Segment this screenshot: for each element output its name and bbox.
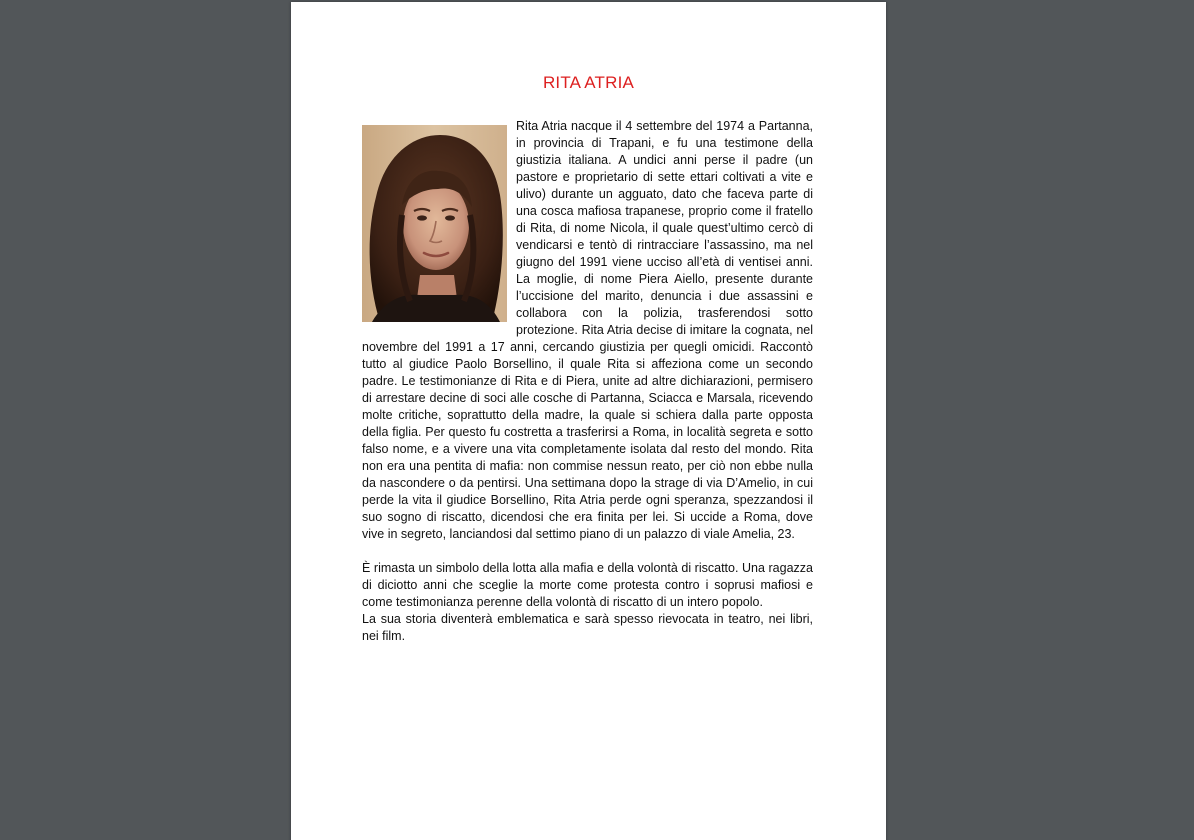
portrait-photo <box>362 125 507 322</box>
paragraph-spacer <box>362 543 813 560</box>
paragraph-legacy: È rimasta un simbolo della lotta alla mafia e della volontà di riscatto. Una ragazza di diciotto anni che sceglie la morte come protesta contro i soprusi mafiosi e come testimonianza perenne della volontà di riscatto di un intero popolo. <box>362 561 813 609</box>
document-page <box>291 2 886 840</box>
paragraph-story: La sua storia diventerà emblematica e sarà spesso rievocata in teatro, nei libri, nei film. <box>362 612 813 643</box>
paragraph-biography: Rita Atria nacque il 4 settembre del 1974 a Partanna, in provincia di Trapani, e fu una testimone della giustizia italiana. A undici anni perse il padre (un pastore e proprietario di sette ettari coltivati a vite e ulivo) durante un agguato, dato che faceva parte di una cosca mafiosa trapanese, proprio come il fratello di Rita, di nome Nicola, il quale quest’ultimo cercò di vendicarsi e tentò di rintracciare l’assassino, ma nel giugno del 1991 viene ucciso all’età di ventisei anni. La moglie, di nome Piera Aiello, presente durante l’uccisione del marito, denuncia i due assassini e collabora con la polizia, trasferendosi sotto protezione. Rita Atria decise di imitare la cognata, nel novembre del 1991 a 17 anni, cercando giustizia per quegli omicidi. Raccontò tutto al giudice Paolo Borsellino, il quale Rita si affeziona come un secondo padre. Le testimonianze di Rita e di Piera, unite ad altre dichiarazioni, permisero di arrestare decine di soci alle cosche di Partanna, Sciacca e Marsala, ricevendo molte critiche, soprattutto della madre, la quale si schiera dalla parte opposta della figlia. Per questo fu costretta a trasferirsi a Roma, in località segreta e sotto falso nome, e a vivere una vita completamente isolata dal resto del mondo. Rita non era una pentita di mafia: non commise nessun reato, per ciò non ebbe nulla da nascondere o da pentirsi. Una settimana dopo la strage di via D’Amelio, in cui perde la vita il giudice Borsellino, Rita Atria perde ogni speranza, spezzandosi il suo sogno di riscatto, dicendosi che era finita per lei. Si uccide a Roma, dove vive in segreto, lanciandosi dal settimo piano di un palazzo di viale Amelia, 23. <box>362 119 813 541</box>
page-title: RITA ATRIA <box>542 73 635 92</box>
document-body <box>362 118 813 645</box>
